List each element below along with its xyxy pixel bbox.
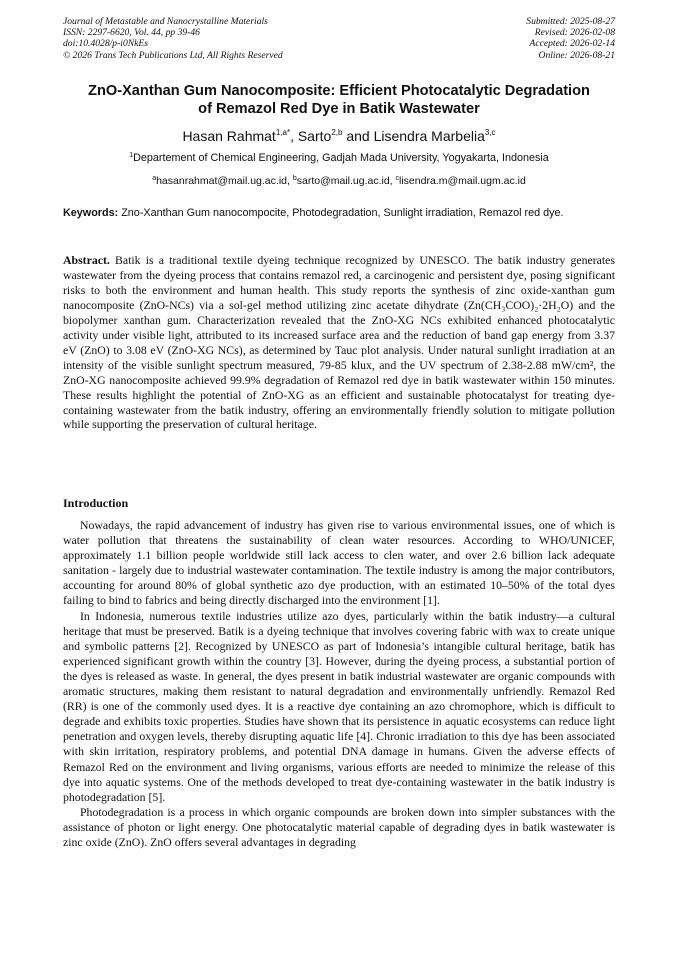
paragraph: In Indonesia, numerous textile industries utilize azo dyes, particularly within the batik industry—a cultural heritage that must be preserved. Batik is a dyeing technique that involves covering fabric with wax to create unique and symbolic patterns [2]. Recognized by UNESCO as part of Indonesia’s intangible cultural heritage, batik has experienced significant growth within the country [3]. However, during the dyeing process, a substantial portion of the dyes is released as waste. In general, the dyes present in batik industrial wastewater are organic compounds with aromatic structures, making them resistant to natural degradation and environmentally unfriendly. Remazol Red (RR) is one of the commonly used dyes. It is a reactive dye containing an azo chromophore, which is difficult to degrade and exhibits toxic properties. Studies have shown that its persistence in aquatic ecosystems can reduce light penetration and oxygen levels, thereby disrupting aquatic life [4]. Chronic irradiation to this dye has been associated with skin irritation, respiratory problems, and potential DNA damage in humans. Given the adverse effects of Remazol Red on the environment and living organisms, various efforts are needed to minimize the release of this dye into aquatic systems. One of the methods developed to treat dye-containing wastewater in the batik industry is photodegradation [5]. — [63, 608, 615, 804]
section-heading-introduction: Introduction — [63, 496, 129, 510]
paper-title-line-1: ZnO-Xanthan Gum Nanocomposite: Efficient Photocatalytic Degradation — [88, 83, 590, 99]
affiliation-text: Departement of Chemical Engineering, Gadjah Mada University, Yogyakarta, Indonesia — [133, 152, 549, 164]
date-online: Online: 2026-08-21 — [538, 49, 615, 61]
author-separator: and — [342, 128, 374, 144]
email-marker: c — [395, 175, 400, 182]
journal-issn: ISSN: 2297-6620, Vol. 44, pp 39-46 — [63, 27, 200, 39]
journal-copyright: © 2026 Trans Tech Publications Ltd, All Rights Reserved — [63, 49, 283, 61]
article-dates — [526, 16, 615, 61]
email-marker: b — [292, 175, 297, 182]
date-revised: Revised: 2026-02-08 — [534, 27, 615, 39]
journal-name: Journal of Metastable and Nanocrystalline Materials — [63, 16, 268, 27]
abstract-label: Abstract. — [63, 253, 110, 267]
author-name: Lisendra Marbelia — [373, 128, 485, 144]
paper-title — [40, 82, 638, 118]
author-affiliation-marker: 1,a* — [275, 128, 291, 137]
email-link[interactable]: hasanrahmat@mail.ug.ac.id, — [156, 175, 293, 187]
author-name: Sarto — [297, 128, 332, 144]
journal-info — [63, 16, 283, 61]
keywords-block — [63, 206, 615, 221]
abstract-block — [63, 253, 615, 432]
paper-title-line-2: of Remazol Red Dye in Batik Wastewater — [198, 101, 480, 117]
affiliation — [40, 149, 638, 165]
email-marker: a — [152, 175, 157, 182]
journal-doi[interactable]: doi:10.4028/p-i0NkEs — [63, 38, 149, 50]
email-link[interactable]: lisendra.m@mail.ugm.ac.id — [399, 175, 526, 187]
keywords-text: Zno-Xanthan Gum nanocompocite, Photodegradation, Sunlight irradiation, Remazol red dye. — [118, 207, 564, 219]
author-affiliation-marker: 3,c — [484, 128, 496, 137]
paragraph: Nowadays, the rapid advancement of industry has given rise to various environmental issues, one of which is water pollution that threatens the sustainability of clean water resources. According to WHO/UNICEF, approximately 1.1 billion people worldwide still lack access to clen water, and over 2.6 billion lack adequate sanitation - largely due to industrial wastewater contamination. The textile industry is among the major contributors, accounting for around 80% of global synthetic azo dye production, with an estimated 10–50% of the total dyes failing to bind to fabrics and being directly discharged into the environment [1]. — [63, 518, 615, 608]
introduction-body — [63, 518, 615, 850]
email-link[interactable]: sarto@mail.ug.ac.id, — [296, 175, 396, 187]
date-accepted: Accepted: 2026-02-14 — [529, 38, 615, 50]
date-submitted: Submitted: 2025-08-27 — [526, 16, 615, 27]
author-separator: , — [290, 128, 298, 144]
abstract-text: Batik is a traditional textile dyeing technique recognized by UNESCO. The batik industry generates wastewater from the dyeing process that contains remazol red, a carcinogenic and persistent dye, posing significant risks to both the environment and human health. This study reports the synthesis of zinc oxide-xanthan gum nanocomposite (ZnO-NCs) via a sol-gel method utilizing zinc acetate dihydrate (Zn(CH₃COO)₂·2H₂O) and the biopolymer xanthan gum. Characterization revealed that the ZnO-XG NCs exhibited enhanced photocatalytic activity under visible light, attributed to its increased surface area and the reduction of band gap energy from 3.37 eV (ZnO) to 3.08 eV (ZnO-XG NCs), as determined by Tauc plot analysis. Under natural sunlight irradiation at an intensity of the visible sunlight spectrum measured, 79-85 klux, and the UV spectrum of 2.38-2.88 mW/cm², the ZnO-XG nanocomposite achieved 99.9% degradation of Remazol red dye in batik wastewater within 150 minutes. These results highlight the potential of ZnO-XG as an efficient and sustainable photocatalyst for treating dye-containing wastewater from the batik industry, offering an environmentally friendly solution to mitigate pollution while supporting the preservation of cultural heritage. — [63, 253, 615, 432]
author-emails — [40, 172, 638, 188]
affiliation-marker: 1 — [129, 152, 134, 159]
author-list — [40, 124, 638, 145]
author-affiliation-marker: 2,b — [331, 128, 343, 137]
paragraph: Photodegradation is a process in which organic compounds are broken down into simpler substances with the assistance of photon or light energy. One photocatalytic material capable of degrading dyes in batik wastewater is zinc oxide (ZnO). ZnO offers several advantages in degrading — [63, 804, 615, 849]
keywords-label: Keywords: — [63, 207, 119, 219]
author-name: Hasan Rahmat — [182, 128, 276, 144]
